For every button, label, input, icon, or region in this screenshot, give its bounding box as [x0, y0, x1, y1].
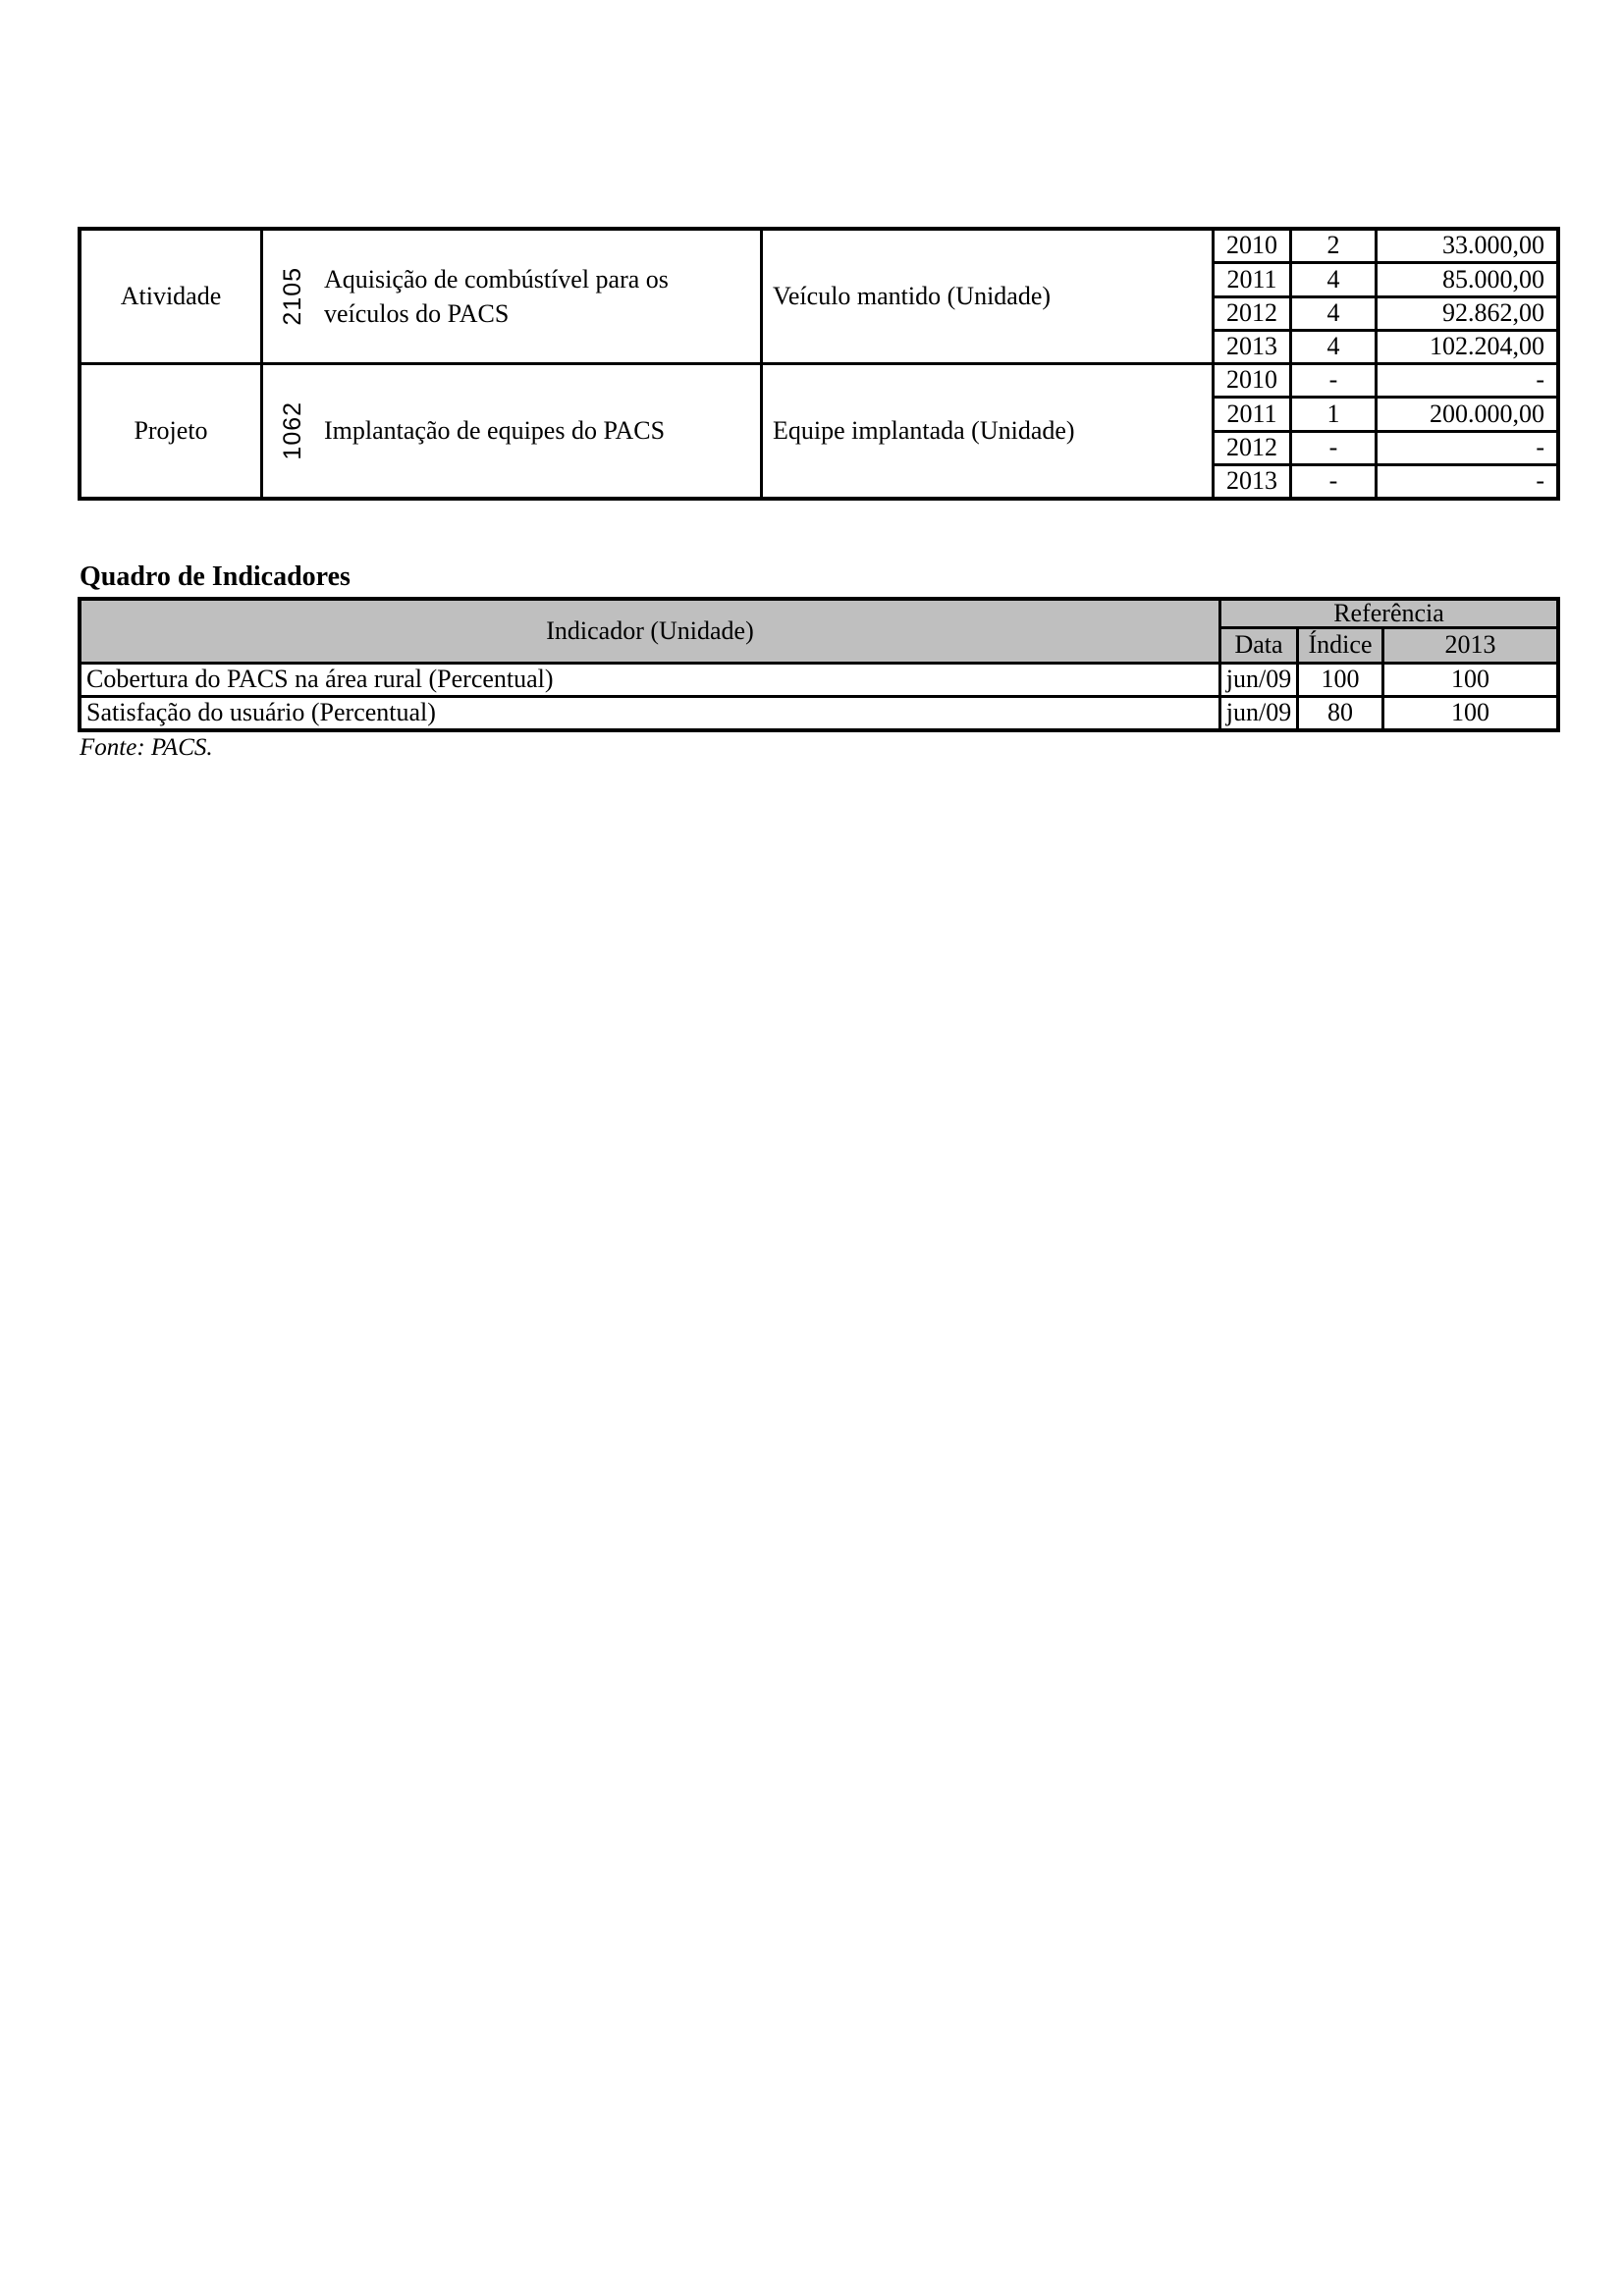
indicator-2013-cell: 100 — [1451, 665, 1489, 694]
action-code-rotated — [263, 401, 324, 460]
qty-cell: 4 — [1292, 298, 1378, 329]
header-data-cell: Data — [1221, 629, 1299, 662]
year-cell: 2011 — [1215, 264, 1292, 294]
value-cell: - — [1536, 365, 1544, 395]
indicator-index-cell: 80 — [1299, 698, 1384, 728]
row-type-cell — [81, 231, 263, 362]
year-values-block — [1215, 365, 1556, 497]
year-row — [1215, 261, 1556, 294]
header-reference-columns — [1221, 629, 1556, 662]
indicator-row — [81, 662, 1556, 695]
product-cell — [763, 365, 1215, 497]
qty-cell: - — [1292, 365, 1378, 396]
year-values-block — [1215, 231, 1556, 362]
product-label: Veículo mantido (Unidade) — [773, 281, 1052, 310]
action-cell — [263, 231, 763, 362]
indicator-name-cell: Satisfação do usuário (Percentual) — [81, 698, 1221, 728]
header-reference-cell: Referência — [1221, 601, 1556, 629]
qty-cell: 1 — [1292, 399, 1378, 429]
value-cell: 92.862,00 — [1442, 297, 1544, 327]
year-cell: 2013 — [1215, 332, 1292, 362]
section-heading: Quadro de Indicadores — [80, 561, 351, 592]
year-row — [1215, 329, 1556, 362]
indicator-name-cell: Cobertura do PACS na área rural (Percentual) — [81, 665, 1221, 695]
header-index-cell: Índice — [1299, 629, 1384, 662]
value-cell: 33.000,00 — [1442, 231, 1544, 260]
product-cell — [763, 231, 1215, 362]
table-row — [81, 362, 1556, 497]
qty-cell: 2 — [1292, 231, 1378, 261]
header-indicator-cell: Indicador (Unidade) — [81, 601, 1221, 662]
year-row — [1215, 295, 1556, 329]
indicator-index-cell: 100 — [1299, 665, 1384, 695]
year-row — [1215, 231, 1556, 261]
indicator-row — [81, 695, 1556, 728]
action-description: Aquisição de combústível para os veículos do PACS — [324, 264, 669, 328]
value-cell: - — [1536, 432, 1544, 461]
row-type-cell — [81, 365, 263, 497]
value-cell: 85.000,00 — [1442, 264, 1544, 294]
year-cell: 2013 — [1215, 466, 1292, 497]
year-row — [1215, 396, 1556, 429]
action-code-rotated — [263, 267, 324, 326]
value-cell: - — [1536, 466, 1544, 496]
row-type-label: Projeto — [134, 415, 208, 445]
header-2013-cell: 2013 — [1444, 630, 1496, 660]
qty-cell: - — [1292, 466, 1378, 497]
qty-cell: - — [1292, 433, 1378, 463]
qty-cell: 4 — [1292, 264, 1378, 294]
indicators-header — [81, 598, 1556, 662]
header-reference-block — [1221, 598, 1556, 662]
value-cell: 200.000,00 — [1430, 399, 1544, 428]
indicator-data-cell: jun/09 — [1221, 665, 1299, 695]
year-cell: 2011 — [1215, 399, 1292, 429]
product-label: Equipe implantada (Unidade) — [773, 415, 1075, 445]
indicator-data-cell: jun/09 — [1221, 698, 1299, 728]
action-code: 1062 — [279, 401, 307, 460]
year-cell: 2012 — [1215, 298, 1292, 329]
value-cell: 102.204,00 — [1430, 332, 1544, 361]
indicators-table — [78, 597, 1560, 732]
action-description: Implantação de equipes do PACS — [324, 416, 666, 446]
qty-cell: 4 — [1292, 332, 1378, 362]
indicator-2013-cell: 100 — [1451, 698, 1489, 727]
table-row — [81, 231, 1556, 362]
year-cell: 2012 — [1215, 433, 1292, 463]
goals-table — [78, 227, 1560, 501]
row-type-label: Atividade — [120, 281, 222, 310]
action-code: 2105 — [279, 267, 307, 326]
year-cell: 2010 — [1215, 365, 1292, 396]
year-cell: 2010 — [1215, 231, 1292, 261]
year-row — [1215, 365, 1556, 396]
year-row — [1215, 430, 1556, 463]
year-row — [1215, 463, 1556, 497]
source-note: Fonte: PACS. — [80, 734, 213, 761]
action-cell — [263, 365, 763, 497]
